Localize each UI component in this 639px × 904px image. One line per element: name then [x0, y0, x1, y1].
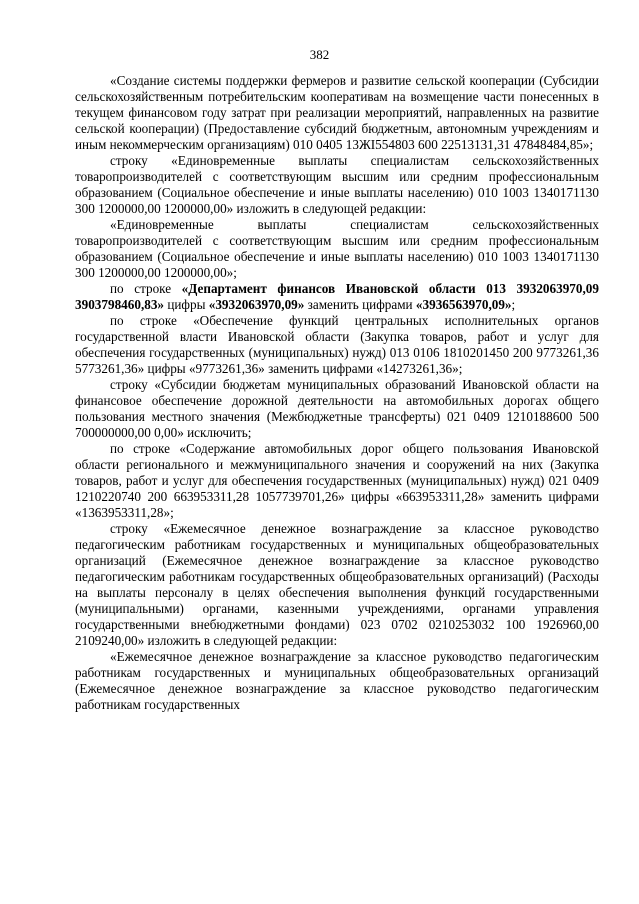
- text-run: цифры: [164, 297, 209, 312]
- text-run: по строке «Обеспечение функций центральных исполнительных органов государственной власти Ивановской области (Закупка товаров, работ и услуг для обеспечения государственных (муниципальных) нужд) 013 0106 1810201450 200 9773261,36 5773261,36» цифры «9773261,36» заменить цифрами «14273261,36»;: [75, 313, 599, 376]
- bold-text: «3936563970,09»: [415, 297, 512, 312]
- paragraph: [75, 217, 599, 281]
- text-run: «Единовременные выплаты специалистам сельскохозяйственных товаропроизводителей с соответствующим высшим или средним профессиональным образованием (Социальное обеспечение и иные выплаты населению) 010 1003 1340171130 300 1200000,00 1200000,00»;: [75, 217, 599, 280]
- text-run: «Ежемесячное денежное вознаграждение за классное руководство педагогическим работникам государственных и муниципальных общеобразовательных организаций (Ежемесячное денежное вознаграждение за классное руководство педагогическим работникам государственных: [75, 649, 599, 712]
- paragraph: [75, 377, 599, 441]
- paragraph: [75, 649, 599, 713]
- page-number: 382: [309, 47, 330, 62]
- text-run: строку «Субсидии бюджетам муниципальных образований Ивановской области на финансовое обеспечение дорожной деятельности на автомобильных дорогах общего пользования местного значения (Межбюджетные трансферты) 021 0409 1210188600 500 700000000,00 0,00» исключить;: [75, 377, 599, 440]
- text-run: «Создание системы поддержки фермеров и развитие сельской кооперации (Субсидии сельскохозяйственным потребительским кооперативам на возмещение части понесенных в текущем финансовом году затрат при реализации мероприятий, направленных на развитие сельской кооперации) (Предоставление субсидий бюджетным, автономным учреждениям и иным некоммерческим организациям) 010 0405 13ЖI554803 600 22513131,31 47848484,85»;: [75, 73, 599, 152]
- document-body: [75, 73, 599, 713]
- paragraph: [75, 153, 599, 217]
- bold-text: «Департамент финансов Ивановской области 013 3932063970,09 3903798460,83»: [75, 281, 599, 312]
- paragraph: [75, 441, 599, 521]
- text-run: строку «Ежемесячное денежное вознаграждение за классное руководство педагогическим работникам государственных и муниципальных общеобразовательных организаций (Ежемесячное денежное вознаграждение за классное руководство педагогическим работникам государственных общеобразовательных организаций) (Расходы на выплаты персоналу в целях обеспечения выполнения функций государственными (муниципальными) органами, казенными учреждениями, органами управления государственными внебюджетными фондами) 023 0702 0210253032 100 1926960,00 2109240,00» изложить в следующей редакции:: [75, 521, 599, 648]
- text-run: по строке: [110, 281, 182, 296]
- text-run: ;: [511, 297, 516, 312]
- paragraph: [75, 313, 599, 377]
- bold-text: «3932063970,09»: [208, 297, 305, 312]
- paragraph: [75, 521, 599, 649]
- paragraph: [75, 73, 599, 153]
- text-run: по строке «Содержание автомобильных дорог общего пользования Ивановской области регионального и межмуниципального значения и сооружений на них (Закупка товаров, работ и услуг для обеспечения государственных (муниципальных) нужд) 021 0409 1210220740 200 663953311,28 1057739701,26» цифры «663953311,28» заменить цифрами «1363953311,28»;: [75, 441, 599, 520]
- text-run: заменить цифрами: [304, 297, 416, 312]
- text-run: строку «Единовременные выплаты специалистам сельскохозяйственных товаропроизводителей с соответствующим высшим или средним профессиональным образованием (Социальное обеспечение и иные выплаты населению) 010 1003 1340171130 300 1200000,00 1200000,00» изложить в следующей редакции:: [75, 153, 599, 216]
- paragraph: [75, 281, 599, 313]
